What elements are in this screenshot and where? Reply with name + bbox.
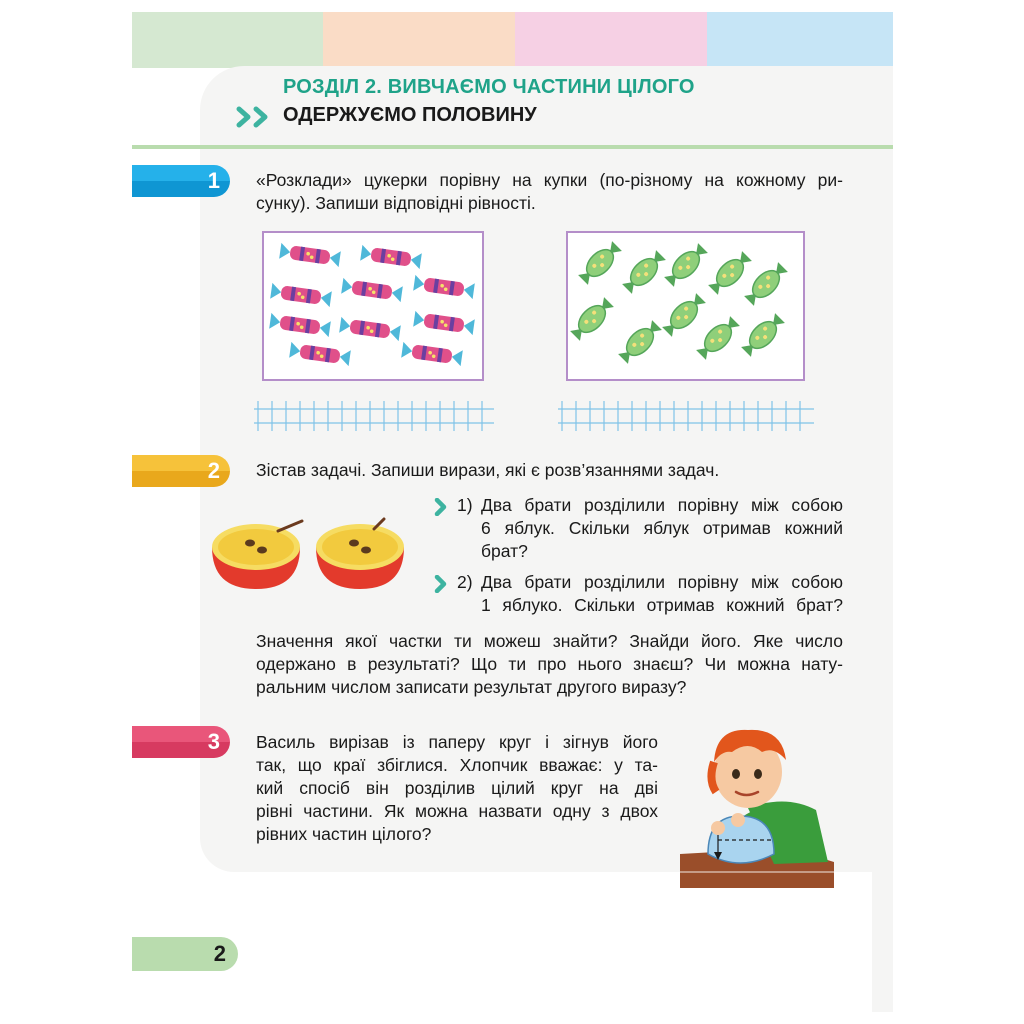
task-1-line-2: сунку). Запиши відповідні рівності. (256, 193, 536, 213)
boy-folding-circle-illustration (678, 722, 842, 888)
task-2-intro: Зістав задачі. Запиши вирази, які є розв’язаннями задач. (256, 460, 720, 480)
task-3-text (256, 731, 658, 846)
chevron-right-icon (434, 575, 448, 593)
task-3-tab (132, 726, 230, 758)
problem-1-line-3: брат? (481, 541, 528, 561)
header-band-blue (707, 12, 893, 68)
task-1-tab (132, 165, 230, 197)
task-3-line-3: кий спосіб він розділив цілий круг на дві (256, 778, 658, 798)
green-candies-illustration (568, 233, 803, 379)
task-3-line-2: так, що краї збіглися. Хлопчик вважає: у та- (256, 755, 658, 775)
answer-grid-2 (558, 401, 814, 431)
problem-2-line-1: Два брати розділили порівну між собою (481, 572, 843, 592)
page-number-tab (132, 937, 238, 971)
problem-1-line-2: 6 яблук. Скільки яблук отримав кожний (481, 518, 843, 538)
header-band-pink (515, 12, 707, 68)
task-2-questions (256, 630, 843, 699)
problem-1-text (481, 494, 843, 563)
task-2-tab (132, 455, 230, 487)
question-line-3: ральним числом записати результат другого виразу? (256, 677, 687, 697)
question-line-1: Значення якої частки ти можеш знайти? Знайди його. Яке число (256, 631, 843, 651)
task-3-number: 3 (207, 729, 220, 754)
double-chevron-icon (236, 106, 274, 128)
header-divider (132, 145, 893, 149)
section-title: РОЗДІЛ 2. ВИВЧАЄМО ЧАСТИНИ ЦІЛОГО (283, 76, 695, 98)
panel-edge (872, 866, 893, 1012)
pink-candies-illustration (264, 233, 482, 379)
question-line-2: одержано в результаті? Що ти про нього знаєш? Чи можна нату- (256, 654, 843, 674)
page-number: 2 (213, 941, 226, 966)
task-3-line-1: Василь вирізав із паперу круг і зігнув його (256, 732, 658, 752)
problem-2-line-2: 1 яблуко. Скільки отримав кожний брат? (481, 595, 843, 615)
task-3-line-5: рівних частин цілого? (256, 824, 432, 844)
apple-halves-illustration (208, 517, 408, 593)
chevron-right-icon (434, 498, 448, 516)
lesson-title: ОДЕРЖУЄМО ПОЛОВИНУ (283, 104, 537, 126)
task-1-text (256, 169, 843, 215)
problem-1-number: 1) (457, 495, 473, 515)
problem-1-line-1: Два брати розділили порівну між собою (481, 495, 843, 515)
problem-2-text (481, 571, 843, 617)
task-1-number: 1 (207, 168, 220, 193)
header-band-peach (323, 12, 515, 68)
task-3-line-4: рівні частини. Як можна назвати одну з двох (256, 801, 658, 821)
header-band-green (132, 12, 323, 68)
problem-2-number: 2) (457, 572, 473, 592)
answer-grid-1 (254, 401, 494, 431)
task-1-line-1: «Розклади» цукерки порівну на купки (по-різному на кожному ри- (256, 170, 843, 190)
task-2-number: 2 (207, 458, 220, 483)
